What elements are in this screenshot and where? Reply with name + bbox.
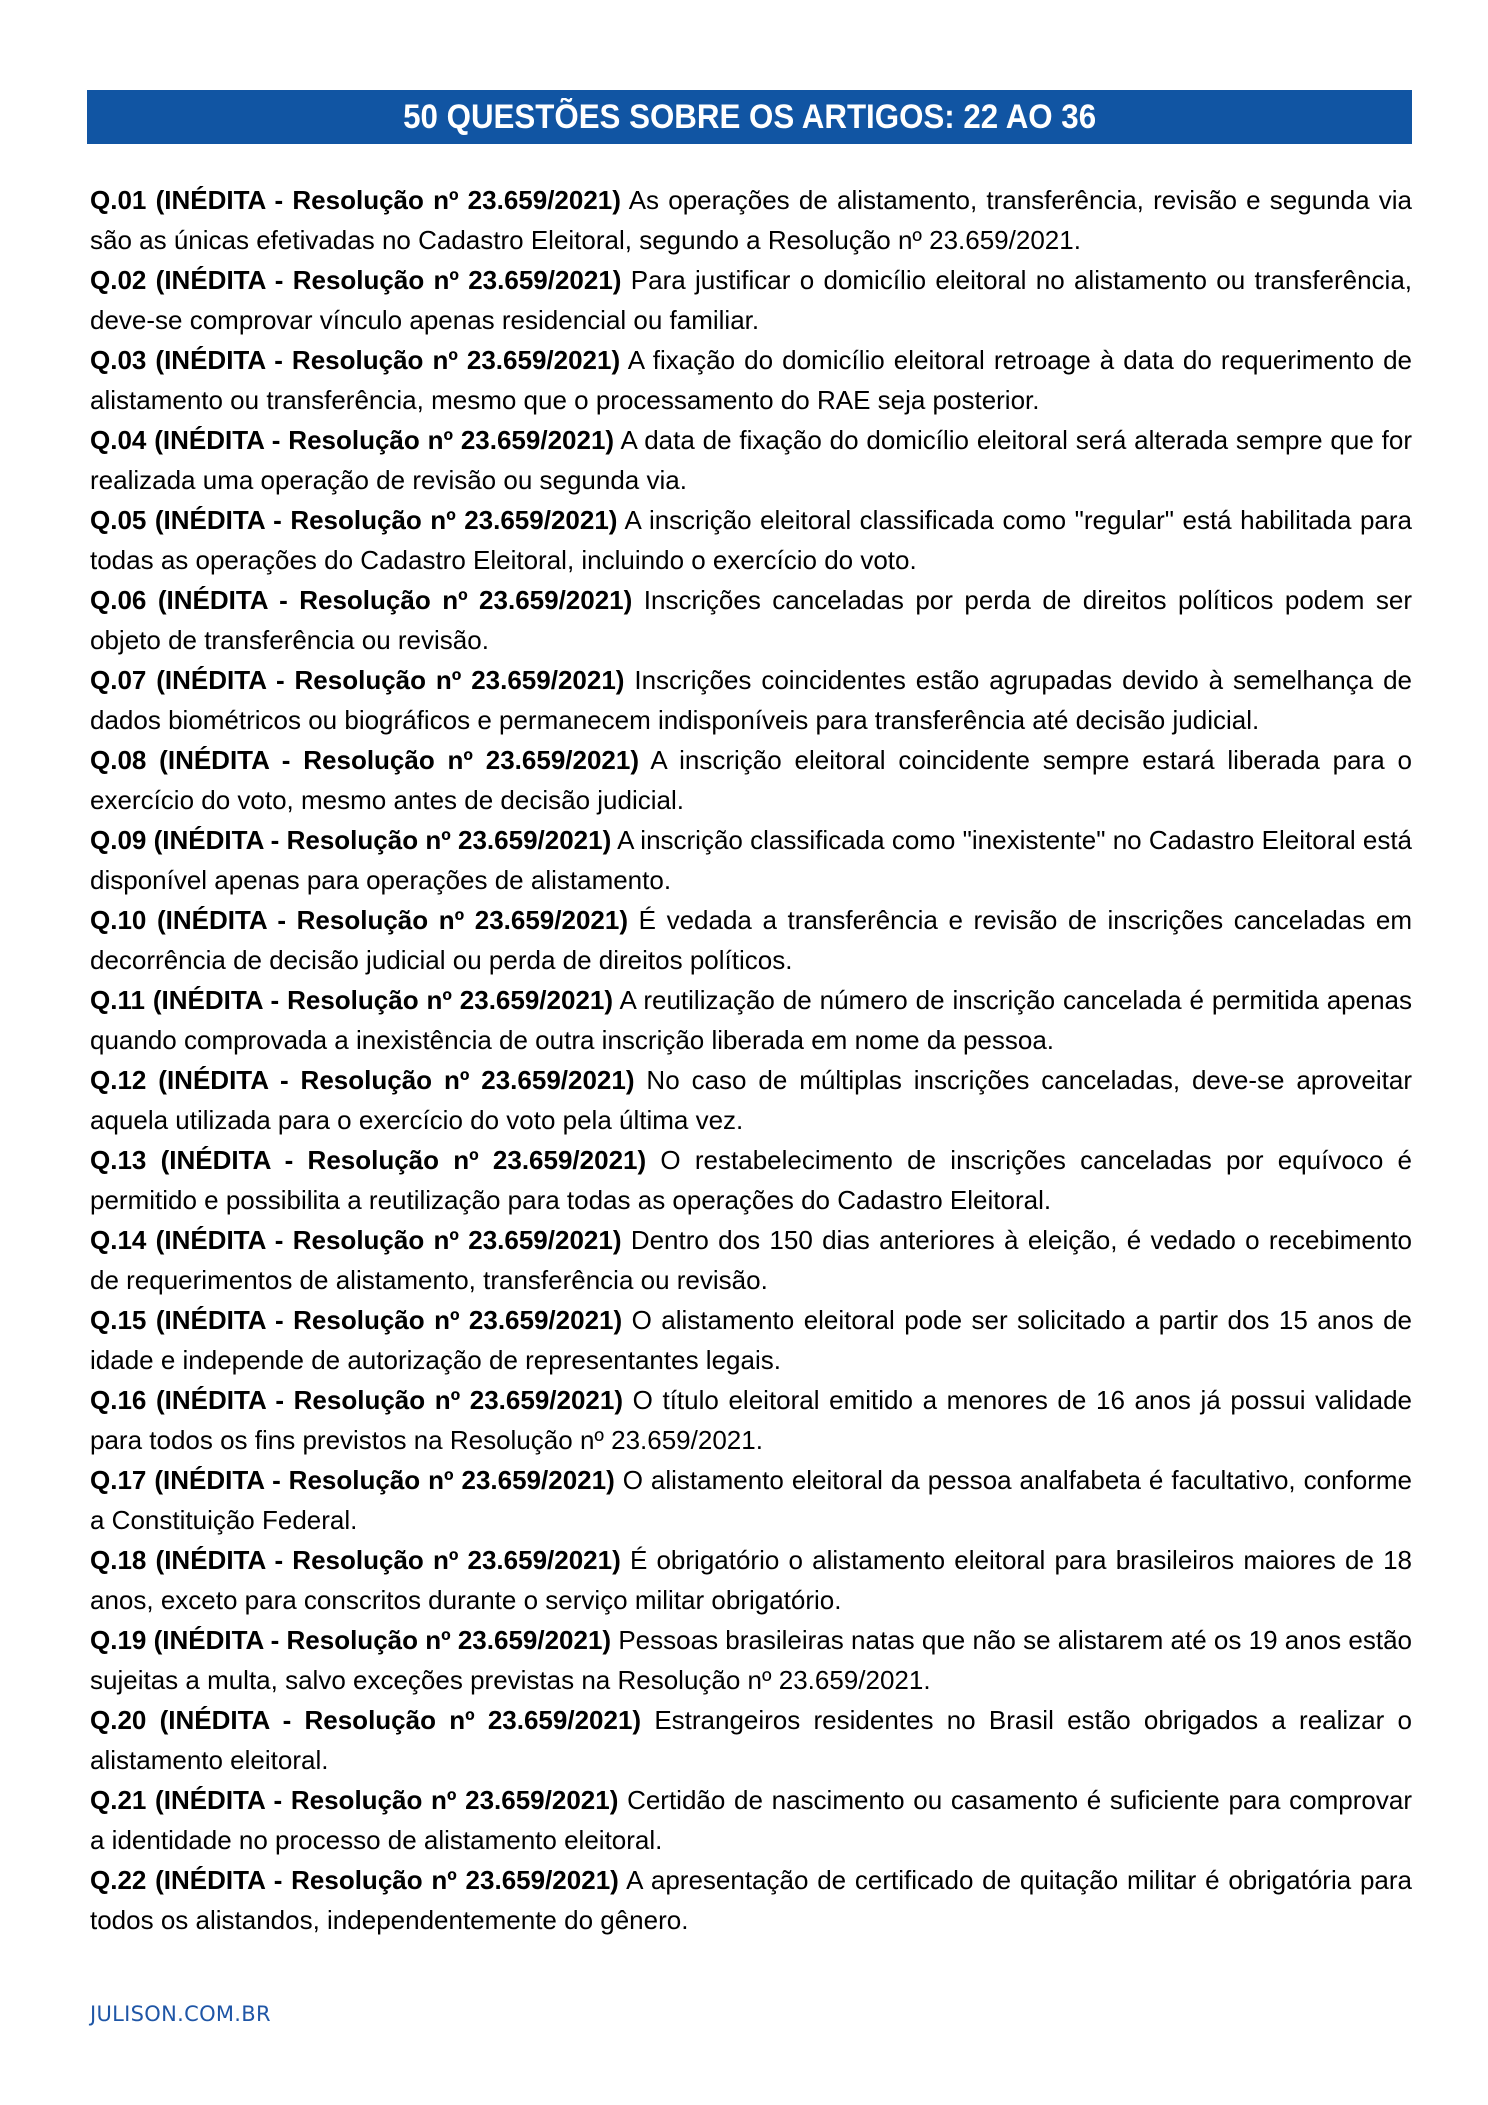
question-text: A inscrição classificada como "inexistente" no Cadastro Eleitoral está disponível apenas para operações de alistamento. (90, 825, 1413, 895)
question-label: Q.17 (INÉDITA - Resolução nº 23.659/2021) (90, 1465, 615, 1495)
question-label: Q.14 (INÉDITA - Resolução nº 23.659/2021) (90, 1225, 622, 1255)
question-label: Q.15 (INÉDITA - Resolução nº 23.659/2021) (90, 1305, 623, 1335)
question-item (90, 1380, 1412, 1460)
question-label: Q.21 (INÉDITA - Resolução nº 23.659/2021) (90, 1785, 619, 1815)
question-text: As operações de alistamento, transferência, revisão e segunda via são as únicas efetivadas no Cadastro Eleitoral, segundo a Resolução nº 23.659/2021. (90, 185, 1412, 255)
question-text: É vedada a transferência e revisão de inscrições canceladas em decorrência de decisão judicial ou perda de direitos políticos. (90, 905, 1412, 975)
question-item (90, 260, 1412, 340)
question-label: Q.22 (INÉDITA - Resolução nº 23.659/2021) (90, 1865, 619, 1895)
question-item (90, 1460, 1412, 1540)
question-item (90, 740, 1412, 820)
question-label: Q.03 (INÉDITA - Resolução nº 23.659/2021) (90, 345, 621, 375)
title-banner (87, 90, 1412, 144)
question-label: Q.09 (INÉDITA - Resolução nº 23.659/2021) (90, 825, 612, 855)
question-text: A inscrição eleitoral coincidente sempre estará liberada para o exercício do voto, mesmo antes de decisão judicial. (90, 745, 1412, 815)
question-label: Q.12 (INÉDITA - Resolução nº 23.659/2021) (90, 1065, 635, 1095)
question-item (90, 820, 1412, 900)
question-item (90, 1860, 1412, 1940)
question-text: A apresentação de certificado de quitação militar é obrigatória para todos os alistandos, independentemente do gênero. (90, 1865, 1412, 1935)
question-label: Q.10 (INÉDITA - Resolução nº 23.659/2021) (90, 905, 628, 935)
question-item (90, 340, 1412, 420)
question-item (90, 1540, 1412, 1620)
question-item (90, 1780, 1412, 1860)
question-item (90, 500, 1412, 580)
question-item (90, 580, 1412, 660)
question-text: Inscrições canceladas por perda de direitos políticos podem ser objeto de transferência ou revisão. (90, 585, 1412, 655)
question-text: A reutilização de número de inscrição cancelada é permitida apenas quando comprovada a inexistência de outra inscrição liberada em nome da pessoa. (90, 985, 1412, 1055)
question-item (90, 980, 1412, 1060)
question-item (90, 180, 1412, 260)
question-label: Q.02 (INÉDITA - Resolução nº 23.659/2021) (90, 265, 622, 295)
question-item (90, 1060, 1412, 1140)
question-text: Estrangeiros residentes no Brasil estão obrigados a realizar o alistamento eleitoral. (90, 1705, 1412, 1775)
question-item (90, 1700, 1412, 1780)
footer-site-link[interactable]: JULISON.COM.BR (90, 2002, 271, 2026)
question-text: Pessoas brasileiras natas que não se alistarem até os 19 anos estão sujeitas a multa, salvo exceções previstas na Resolução nº 23.659/2021. (90, 1625, 1412, 1695)
question-text: O alistamento eleitoral pode ser solicitado a partir dos 15 anos de idade e independe de autorização de representantes legais. (90, 1305, 1412, 1375)
question-list (90, 180, 1412, 1940)
question-label: Q.19 (INÉDITA - Resolução nº 23.659/2021) (90, 1625, 612, 1655)
question-item (90, 1220, 1412, 1300)
question-label: Q.06 (INÉDITA - Resolução nº 23.659/2021) (90, 585, 633, 615)
question-text: Para justificar o domicílio eleitoral no alistamento ou transferência, deve-se comprovar vínculo apenas residencial ou familiar. (90, 265, 1412, 335)
question-text: A fixação do domicílio eleitoral retroage à data do requerimento de alistamento ou transferência, mesmo que o processamento do RAE seja posterior. (90, 345, 1413, 415)
question-text: A data de fixação do domicílio eleitoral será alterada sempre que for realizada uma operação de revisão ou segunda via. (90, 425, 1412, 495)
question-label: Q.11 (INÉDITA - Resolução nº 23.659/2021) (90, 985, 614, 1015)
question-item (90, 420, 1412, 500)
question-text: É obrigatório o alistamento eleitoral para brasileiros maiores de 18 anos, exceto para conscritos durante o serviço militar obrigatório. (90, 1545, 1413, 1615)
question-text: Inscrições coincidentes estão agrupadas devido à semelhança de dados biométricos ou biográficos e permanecem indisponíveis para transferência até decisão judicial. (90, 665, 1412, 735)
question-text: No caso de múltiplas inscrições canceladas, deve-se aproveitar aquela utilizada para o exercício do voto pela última vez. (90, 1065, 1412, 1135)
question-text: O alistamento eleitoral da pessoa analfabeta é facultativo, conforme a Constituição Federal. (90, 1465, 1412, 1535)
question-label: Q.08 (INÉDITA - Resolução nº 23.659/2021) (90, 745, 639, 775)
question-text: O restabelecimento de inscrições canceladas por equívoco é permitido e possibilita a reutilização para todas as operações do Cadastro Eleitoral. (90, 1145, 1413, 1215)
question-text: O título eleitoral emitido a menores de 16 anos já possui validade para todos os fins previstos na Resolução nº 23.659/2021. (90, 1385, 1413, 1455)
question-text: A inscrição eleitoral classificada como "regular" está habilitada para todas as operações do Cadastro Eleitoral, incluindo o exercício do voto. (90, 505, 1413, 575)
question-label: Q.01 (INÉDITA - Resolução nº 23.659/2021) (90, 185, 621, 215)
question-label: Q.18 (INÉDITA - Resolução nº 23.659/2021) (90, 1545, 621, 1575)
question-item (90, 1620, 1412, 1700)
question-label: Q.04 (INÉDITA - Resolução nº 23.659/2021) (90, 425, 615, 455)
question-label: Q.20 (INÉDITA - Resolução nº 23.659/2021) (90, 1705, 642, 1735)
question-label: Q.07 (INÉDITA - Resolução nº 23.659/2021) (90, 665, 625, 695)
page-title: 50 QUESTÕES SOBRE OS ARTIGOS: 22 AO 36 (403, 97, 1096, 136)
question-item (90, 900, 1412, 980)
question-text: Certidão de nascimento ou casamento é suficiente para comprovar a identidade no processo de alistamento eleitoral. (90, 1785, 1412, 1855)
question-item (90, 1140, 1412, 1220)
question-text: Dentro dos 150 dias anteriores à eleição, é vedado o recebimento de requerimentos de alistamento, transferência ou revisão. (90, 1225, 1412, 1295)
question-label: Q.16 (INÉDITA - Resolução nº 23.659/2021) (90, 1385, 624, 1415)
question-label: Q.13 (INÉDITA - Resolução nº 23.659/2021) (90, 1145, 647, 1175)
question-item (90, 1300, 1412, 1380)
question-item (90, 660, 1412, 740)
question-label: Q.05 (INÉDITA - Resolução nº 23.659/2021) (90, 505, 618, 535)
